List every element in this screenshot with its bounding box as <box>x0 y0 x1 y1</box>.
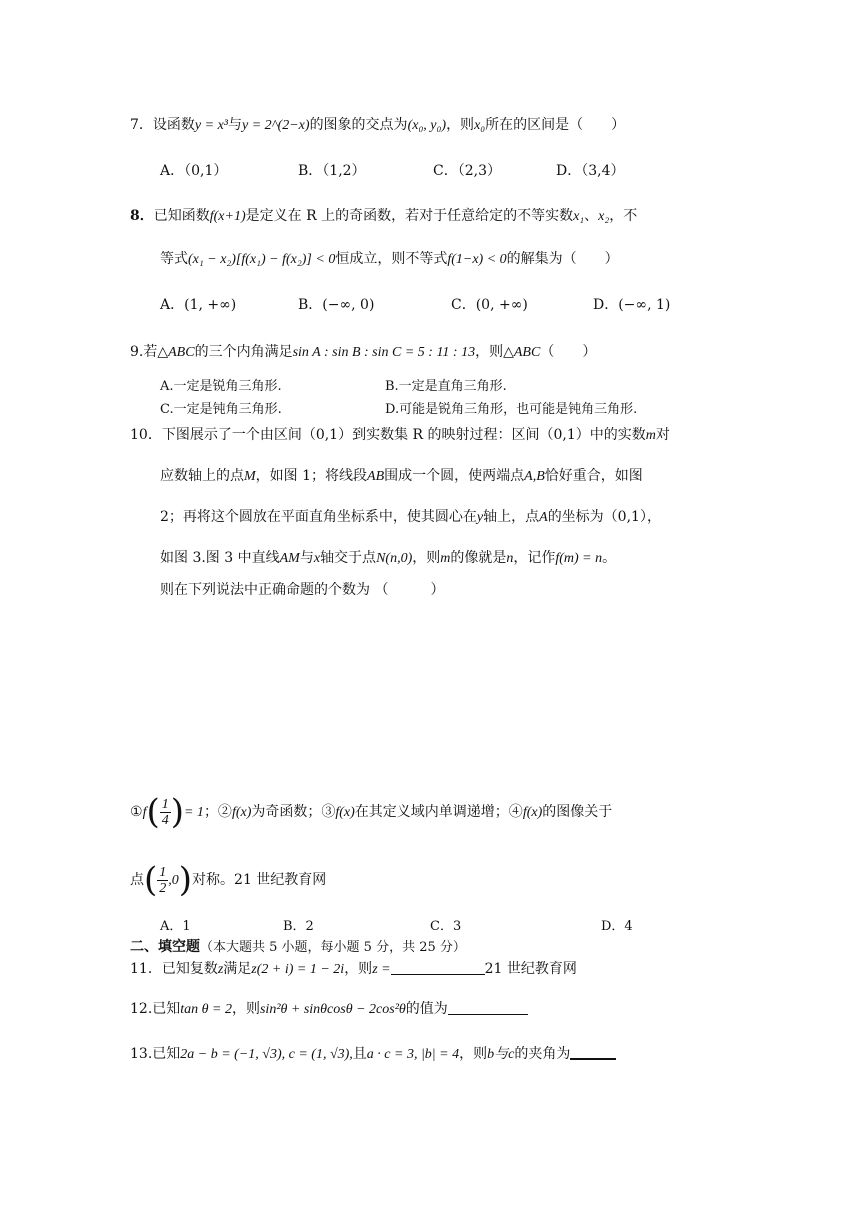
q10-line5: 则在下列说法中正确命题的个数为 （ ） <box>160 582 445 598</box>
q7-option-c: C．（2,3） <box>433 163 501 179</box>
q10-statements-line1: ①f( $\frac{1}{4}$ )= 1；②f(x)为奇函数；③f(x)在其定义域内单调递增；④f(x)的图像关于 <box>130 792 613 832</box>
q11-answer-blank[interactable] <box>391 959 485 975</box>
q8-option-b: B．(−∞, 0) <box>298 297 375 313</box>
q13-answer-blank[interactable] <box>570 1043 616 1060</box>
q7-stem: 7．设函数y = x³与y = 2^(2−x)的图象的交点为(x₀, y₀)，则x₀所在的区间是（ ） <box>130 117 626 133</box>
q7-eq2: y = 2^(2−x) <box>242 118 310 133</box>
q8-stem-line2: 等式(x₁ − x₂)[f(x₁) − f(x₂)] < 0恒成立，则不等式f(1−x) < 0的解集为（ ） <box>160 251 619 267</box>
q10-statements-line2: 点( $\frac{1}{2}$ ,0)对称。21 世纪教育网 <box>130 860 327 900</box>
q10-line2: 应数轴上的点M，如图 1；将线段AB围成一个圆，使两端点A,B恰好重合，如图 <box>160 468 643 484</box>
q10-line1: 10．下图展示了一个由区间（0,1）到实数集 R 的映射过程：区间（0,1）中的实数m对 <box>130 427 670 443</box>
q10-line4: 如图 3.图 3 中直线AM与x轴交于点N(n,0)，则m的像就是n，记作f(m) = n。 <box>160 550 617 566</box>
q12-answer-blank[interactable] <box>448 999 528 1015</box>
q8-option-a: A．(1, +∞) <box>160 297 237 313</box>
q13-stem: 13.已知2a − b = (−1, √3), c = (1, √3),且a · c = 3, |b| = 4，则b与c的夹角为 <box>130 1043 616 1065</box>
q8-option-c: C．(0, +∞) <box>451 297 528 313</box>
q7-option-b: B．（1,2） <box>298 163 366 179</box>
q10-line3: 2；再将这个圆放在平面直角坐标系中，使其圆心在y轴上，点A的坐标为（0,1）， <box>160 509 661 525</box>
q10-option-b: B．2 <box>283 919 314 934</box>
q10-option-d: D．4 <box>601 919 633 934</box>
q8-stem-line1: 8．已知函数f(x+1)是定义在 R 上的奇函数，若对于任意给定的不等实数x₁、x₂，不 <box>130 208 638 224</box>
q10-option-c: C．3 <box>430 919 462 934</box>
q7-option-d: D．（3,4） <box>556 163 625 179</box>
q8-option-d: D．(−∞, 1) <box>593 297 671 313</box>
q7-point: (x₀, y₀) <box>407 118 447 133</box>
q12-stem: 12.已知tan θ = 2，则sin²θ + sinθcosθ − 2cos²θ的值为 <box>130 999 528 1020</box>
q9-option-a: A.一定是锐角三角形. <box>160 379 282 394</box>
q9-option-c: C.一定是钝角三角形. <box>160 402 282 417</box>
q10-option-a: A．1 <box>160 919 191 934</box>
section2-heading: 二、填空题（本大题共 5 小题，每小题 5 分，共 25 分） <box>130 939 466 955</box>
q11-stem: 11．已知复数z满足z(2 + i) = 1 − 2i，则z = 21 世纪教育网 <box>130 961 577 977</box>
q9-option-b: B.一定是直角三角形. <box>385 379 507 394</box>
q7-eq1: y = x³ <box>194 118 228 133</box>
q9-stem: 9.若△ABC的三个内角满足sin A : sin B : sin C = 5 : 11 : 13，则△ABC（ ） <box>130 344 597 360</box>
q7-option-a: A．（0,1） <box>160 163 228 179</box>
q9-option-d: D.可能是锐角三角形，也可能是钝角三角形. <box>385 402 638 417</box>
